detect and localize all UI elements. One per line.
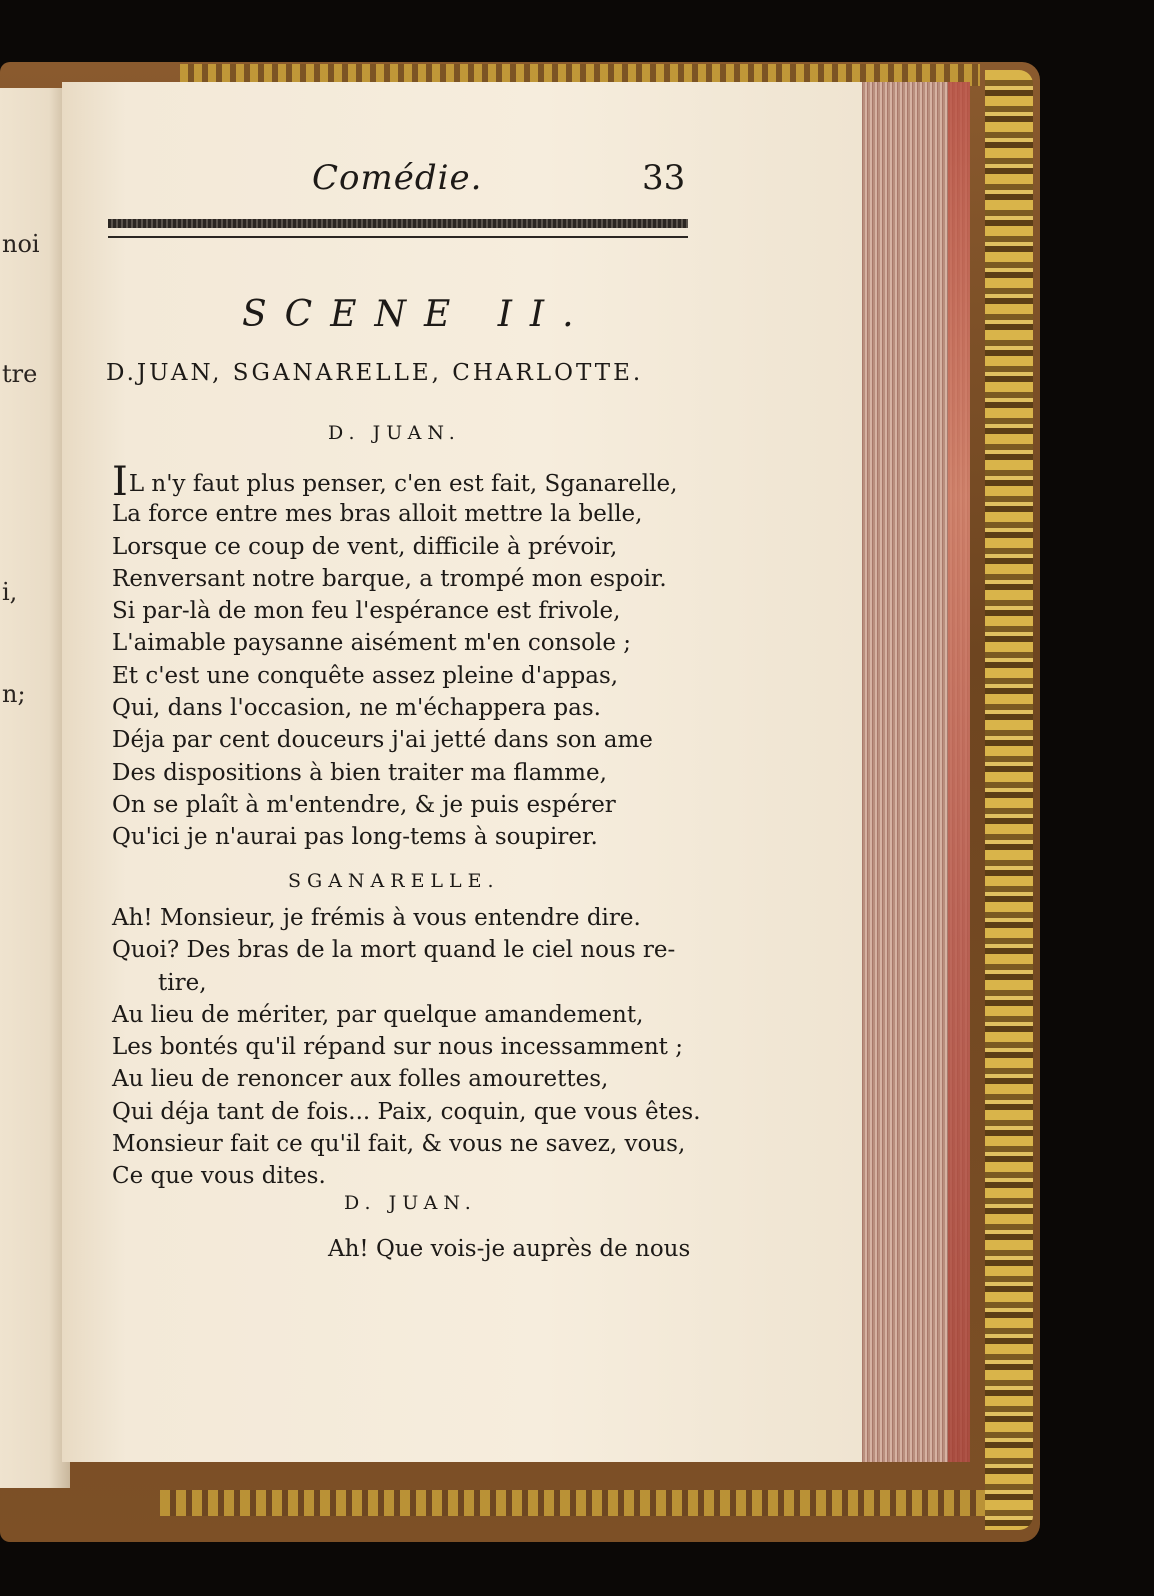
left-page [0, 88, 70, 1488]
left-page-fragment: noi [2, 230, 40, 258]
verse-line: Renversant notre barque, a trompé mon espoir. [112, 565, 667, 592]
verse-line: IL n'y faut plus penser, c'en est fait, Sganarelle, [112, 459, 678, 505]
verse-line: tire, [158, 969, 207, 996]
speaker-label: SGANARELLE. [288, 870, 500, 892]
gilt-fore-edge-binding [985, 70, 1033, 1530]
verse-line: Si par-là de mon feu l'espérance est frivole, [112, 598, 621, 625]
scene-title: SCENE II. [242, 294, 592, 335]
verse-line: Déja par cent douceurs j'ai jetté dans son ame [112, 727, 653, 754]
running-head: Comédie. [312, 158, 483, 198]
page-number: 33 [642, 158, 686, 198]
verse-line: Qui déja tant de fois... Paix, coquin, que vous êtes. [112, 1098, 701, 1125]
verse-line: On se plaît à m'entendre, & je puis espérer [112, 791, 616, 818]
left-page-fragment: n; [2, 680, 26, 708]
left-page-fragment: i, [2, 578, 18, 606]
character-list: D.JUAN, SGANARELLE, CHARLOTTE. [106, 360, 644, 386]
speech-sganarelle [112, 902, 701, 1193]
right-page [62, 82, 862, 1462]
verse-line: Des dispositions à bien traiter ma flamme, [112, 759, 607, 786]
verse-line: L'aimable paysanne aisément m'en console ; [112, 630, 632, 657]
speaker-label: D. JUAN. [328, 422, 461, 444]
verse-line: Ah! Monsieur, je frémis à vous entendre dire. [112, 905, 641, 931]
speaker-label: D. JUAN. [344, 1192, 477, 1214]
speech-don-juan [112, 459, 678, 854]
verse-line: Monsieur fait ce qu'il fait, & vous ne savez, vous, [112, 1131, 686, 1158]
page-edges [858, 82, 970, 1462]
verse-line: Ce que vous dites. [112, 1163, 326, 1190]
verse-line: Au lieu de renoncer aux folles amourettes, [112, 1066, 609, 1093]
verse-line: Au lieu de mériter, par quelque amandement, [112, 1001, 644, 1028]
verse-line: Lorsque ce coup de vent, difficile à prévoir, [112, 533, 618, 560]
verse-line: Et c'est une conquête assez pleine d'appas, [112, 662, 619, 689]
verse-line: Ah! Que vois-je auprès de nous [328, 1236, 691, 1262]
verse-line: Les bontés qu'il répand sur nous incessamment ; [112, 1034, 683, 1061]
header-rule-thin [108, 236, 688, 238]
verse-line: Qu'ici je n'aurai pas long-tems à soupirer. [112, 824, 598, 851]
drop-cap: I [112, 459, 128, 505]
left-page-fragment: tre [2, 360, 38, 388]
header-rule-thick [108, 219, 688, 228]
verse-line: Quoi? Des bras de la mort quand le ciel nous re- [112, 937, 676, 964]
verse-line: Qui, dans l'occasion, ne m'échappera pas. [112, 695, 601, 722]
gilt-edge-bottom [160, 1490, 1000, 1516]
verse-line: La force entre mes bras alloit mettre la belle, [112, 501, 643, 528]
